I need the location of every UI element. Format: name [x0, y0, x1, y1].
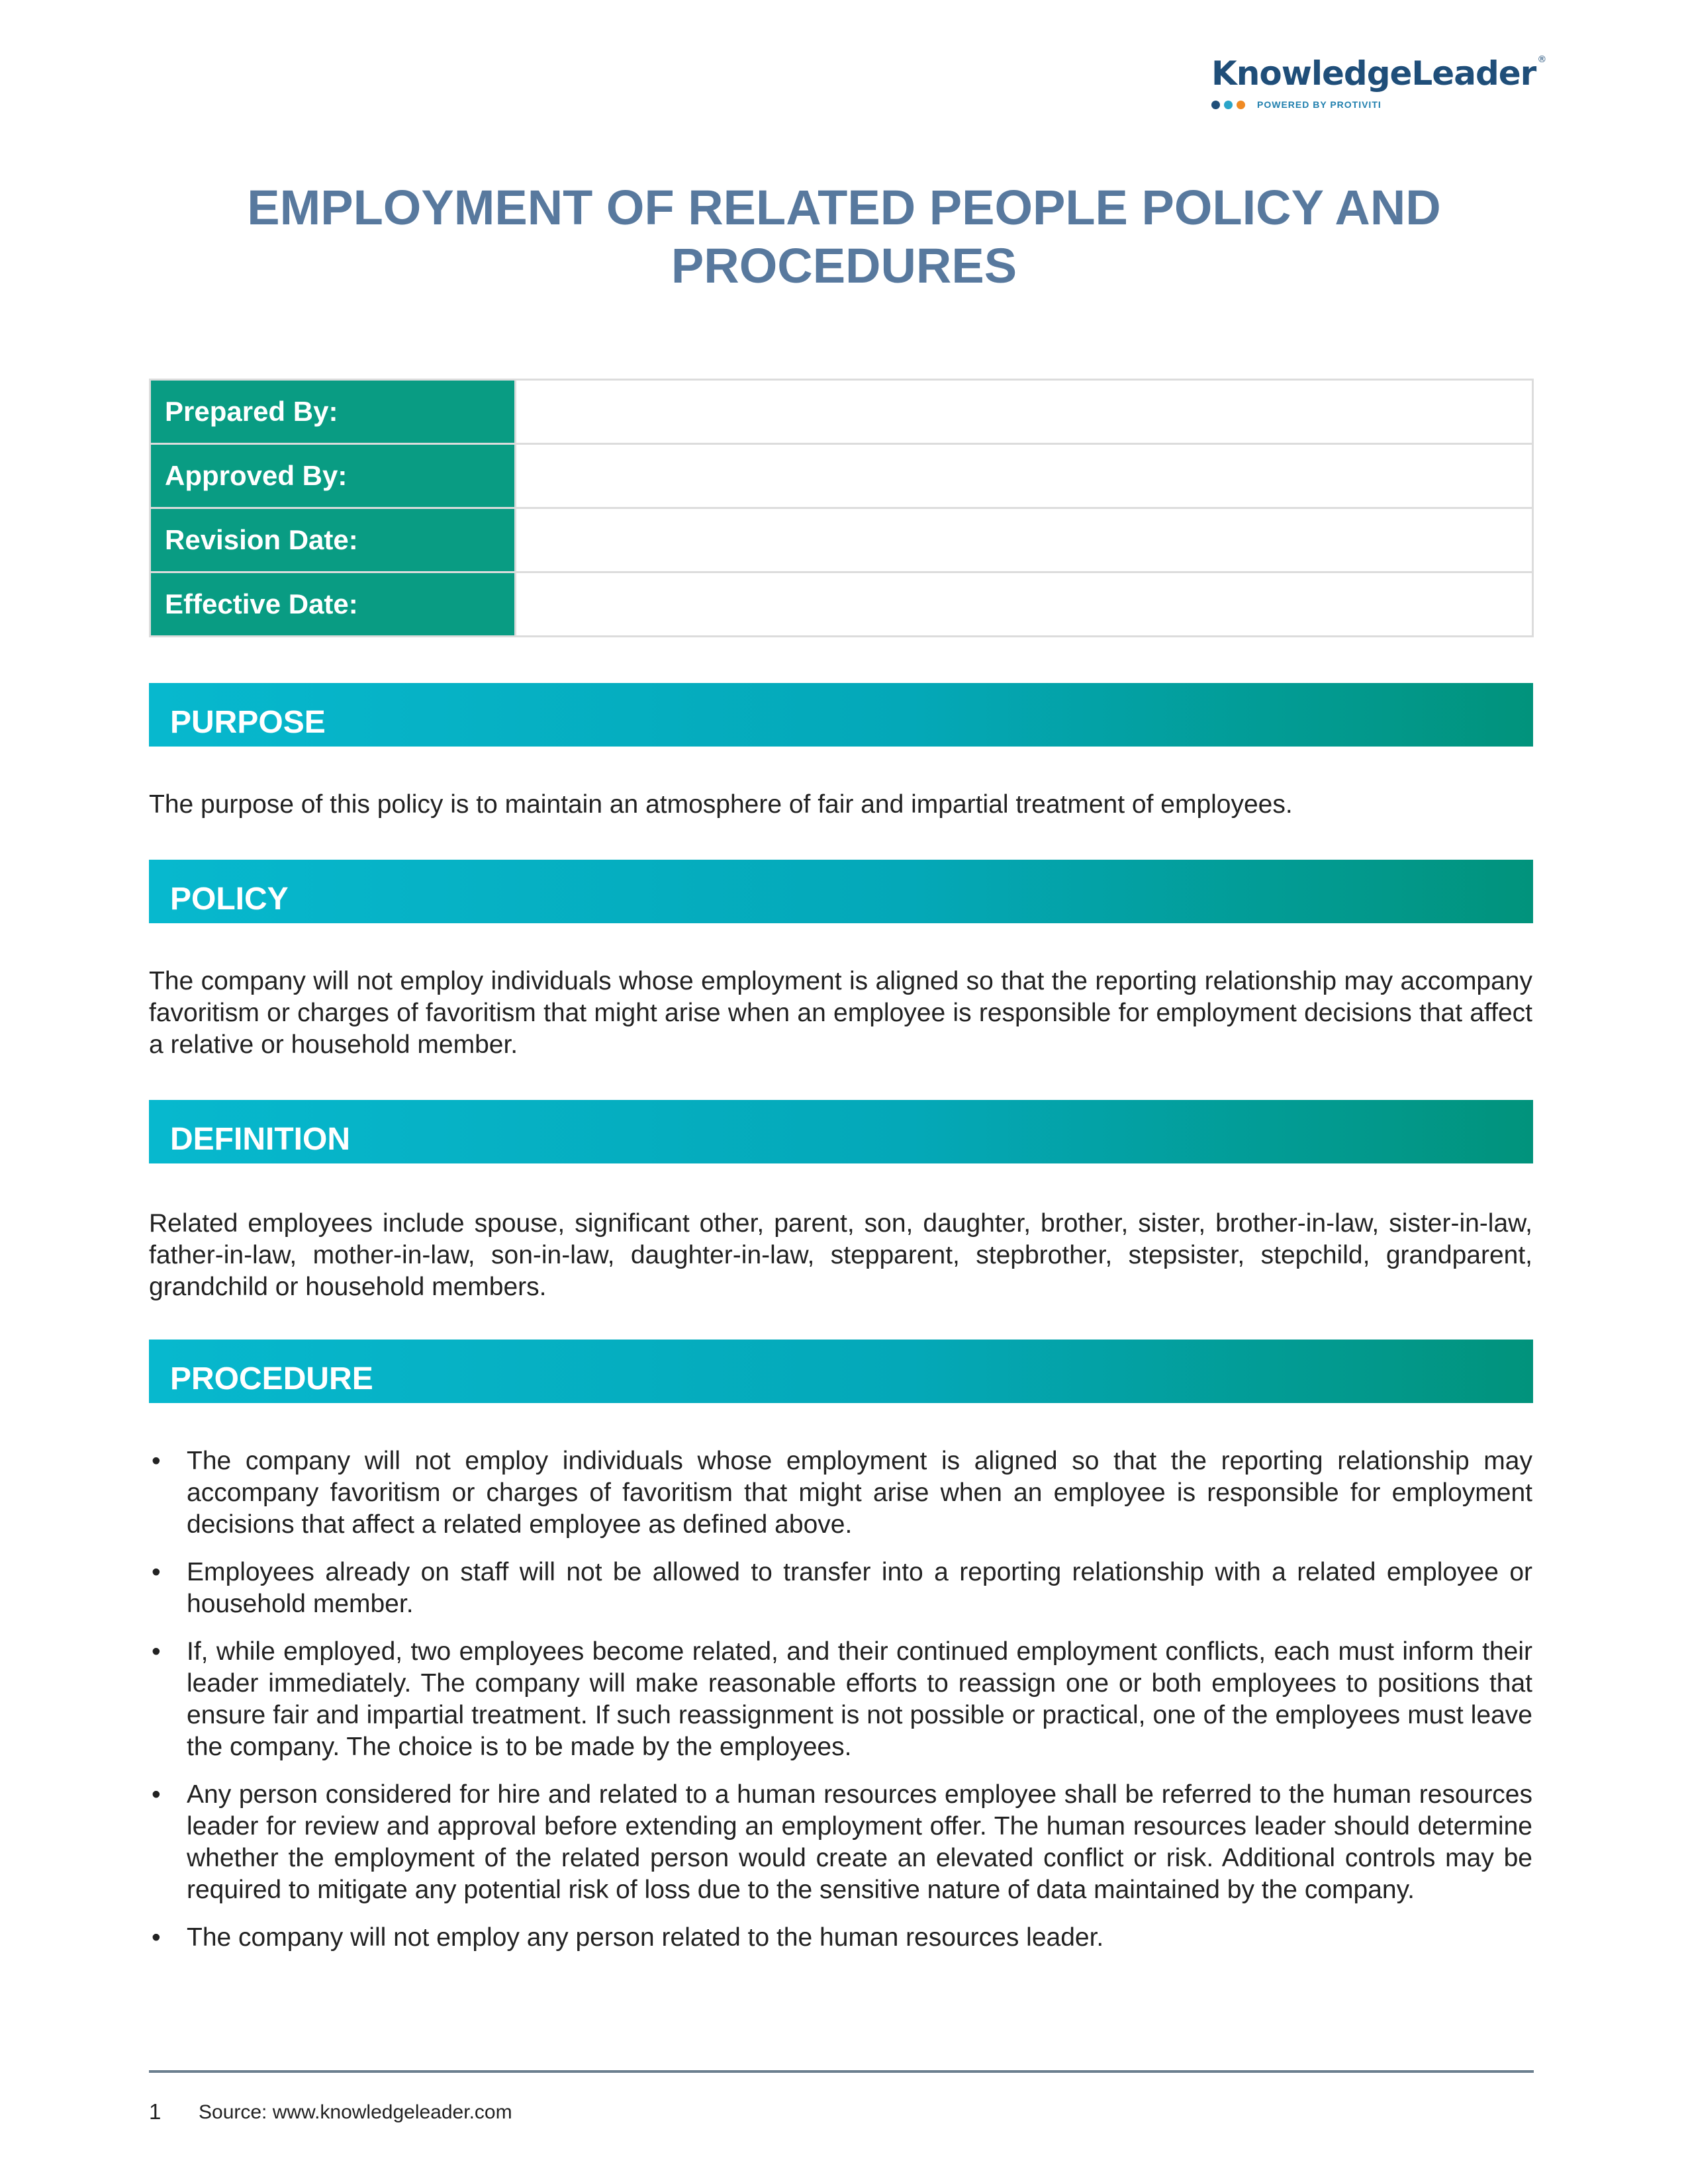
- prepared-by-field[interactable]: [516, 380, 1533, 444]
- approval-table: [149, 379, 1534, 637]
- brand-dot-blue: [1224, 101, 1233, 109]
- source-link[interactable]: Source: www.knowledgeleader.com: [199, 2101, 512, 2123]
- bullet-icon: •: [152, 1447, 161, 1475]
- procedure-heading: PROCEDURE: [149, 1340, 1533, 1403]
- brand-name: KnowledgeLeader: [1211, 54, 1536, 93]
- prepared-by-label: Prepared By:: [150, 380, 516, 444]
- purpose-heading: PURPOSE: [149, 683, 1533, 747]
- table-row: [150, 380, 1533, 444]
- footer-divider: [149, 2070, 1534, 2073]
- list-item: [149, 1557, 1532, 1620]
- brand-dot-orange: [1237, 101, 1245, 109]
- procedure-item-text: If, while employed, two employees become related, and their continued employment conflicts, each must inform their leader immediately. The company will make reasonable efforts to reassign one or both employees to positions that ensure fair and impartial treatment. If such reassignment is not possible or practical, one of the employees must leave the company. The choice is to be made by the employees.: [187, 1637, 1532, 1761]
- procedure-item-text: The company will not employ any person related to the human resources leader.: [187, 1923, 1104, 1952]
- brand-tagline: POWERED BY PROTIVITI: [1257, 99, 1382, 110]
- bullet-icon: •: [152, 1558, 161, 1586]
- policy-heading: POLICY: [149, 860, 1533, 923]
- table-row: [150, 572, 1533, 637]
- page-number: 1: [149, 2099, 162, 2124]
- bullet-icon: •: [152, 1923, 161, 1952]
- table-row: [150, 508, 1533, 572]
- document-title: EMPLOYMENT OF RELATED PEOPLE POLICY AND PROCEDURES: [247, 180, 1441, 293]
- effective-date-label: Effective Date:: [150, 572, 516, 637]
- procedure-list: [149, 1445, 1532, 1970]
- procedure-item-text: The company will not employ individuals whose employment is aligned so that the reporting relationship may accompany favoritism or charges of favoritism that might arise when an employee is responsible for employment decisions that affect a related employee as defined above.: [187, 1447, 1532, 1539]
- effective-date-field[interactable]: [516, 572, 1533, 637]
- revision-date-label: Revision Date:: [150, 508, 516, 572]
- definition-text: Related employees include spouse, significant other, parent, son, daughter, brother, sister, brother-in-law, sister-in-law, father-in-law, mother-in-law, son-in-law, daughter-in-law, stepparent, stepbrother, stepsister, stepchild, grandparent, grandchild or household members.: [149, 1209, 1532, 1301]
- procedure-item-text: Employees already on staff will not be allowed to transfer into a reporting relationship with a related employee or household member.: [187, 1558, 1532, 1618]
- bullet-icon: •: [152, 1637, 161, 1666]
- brand-dots-icon: [1211, 101, 1245, 109]
- approved-by-label: Approved By:: [150, 444, 516, 508]
- list-item: [149, 1922, 1532, 1954]
- list-item: [149, 1445, 1532, 1541]
- brand-dot-navy: [1211, 101, 1220, 109]
- list-item: [149, 1779, 1532, 1906]
- approved-by-field[interactable]: [516, 444, 1533, 508]
- procedure-item-text: Any person considered for hire and related to a human resources employee shall be referred to the human resources leader for review and approval before extending an employment offer. The human resources leader should determine whether the employment of the related person would create an elevated conflict or risk. Additional controls may be required to mitigate any potential risk of loss due to the sensitive nature of data maintained by the company.: [187, 1780, 1532, 1904]
- purpose-text: The purpose of this policy is to maintain an atmosphere of fair and impartial treatment of employees.: [149, 790, 1293, 819]
- revision-date-field[interactable]: [516, 508, 1533, 572]
- list-item: [149, 1636, 1532, 1763]
- definition-heading: DEFINITION: [149, 1100, 1533, 1163]
- bullet-icon: •: [152, 1780, 161, 1809]
- knowledgeleader-logo: [1211, 54, 1546, 110]
- table-row: [150, 444, 1533, 508]
- policy-text: The company will not employ individuals whose employment is aligned so that the reporting relationship may accompany favoritism or charges of favoritism that might arise when an employee is responsible for employment decisions that affect a relative or household member.: [149, 967, 1532, 1059]
- trademark-symbol: ®: [1537, 54, 1546, 65]
